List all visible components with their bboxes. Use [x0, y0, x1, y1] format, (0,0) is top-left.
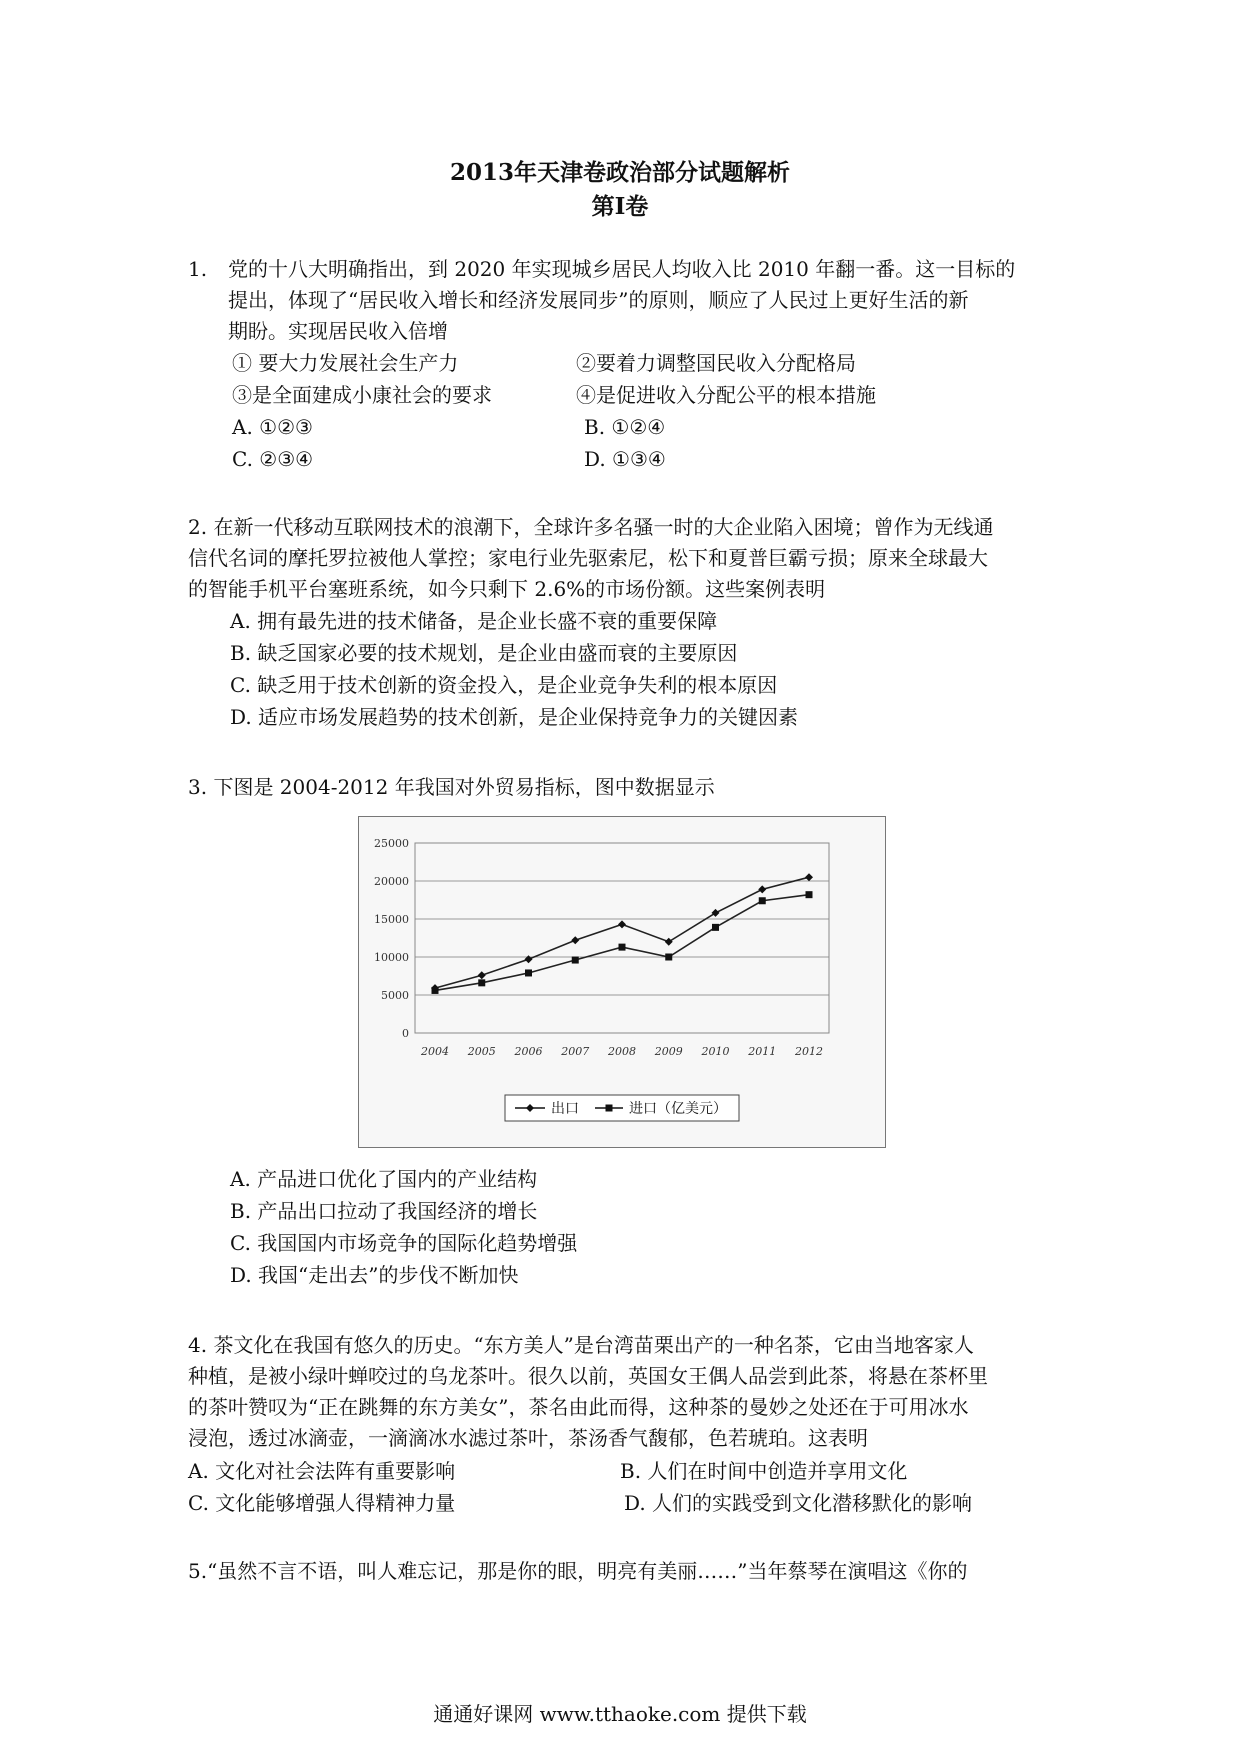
import-point	[432, 987, 439, 994]
export-point	[758, 885, 766, 893]
q1-line-1: 党的十八大明确指出，到 2020 年实现城乡居民人均收入比 2010 年翻一番。这一目标的	[228, 257, 1016, 281]
export-point	[525, 955, 533, 963]
q4-option-c: C. 文化能够增强人得精神力量	[188, 1491, 456, 1515]
import-point	[806, 891, 813, 898]
chart-svg	[359, 817, 885, 1147]
q4-line-3: 的茶叶赞叹为“正在跳舞的东方美女”，茶名由此而得，这种茶的曼妙之处还在于可用冰水	[188, 1395, 969, 1419]
chart-series	[431, 873, 813, 994]
import-point	[712, 924, 719, 931]
y-tick-label: 5000	[381, 989, 409, 1002]
q2-option-a: A. 拥有最先进的技术储备，是企业长盛不衰的重要保障	[230, 609, 718, 633]
chart-legend	[505, 1095, 739, 1121]
x-tick-label: 2006	[514, 1045, 543, 1058]
legend-import-marker	[606, 1105, 613, 1112]
import-point	[478, 979, 485, 986]
export-point	[712, 909, 720, 917]
x-tick-label: 2004	[421, 1045, 449, 1058]
trade-line-chart	[358, 816, 886, 1148]
q4-line-1: 4. 茶文化在我国有悠久的历史。“东方美人”是台湾苗栗出产的一种名茶，它由当地客家人	[188, 1333, 974, 1357]
q4-option-d: D. 人们的实践受到文化潜移默化的影响	[624, 1491, 973, 1515]
y-tick-label: 10000	[374, 951, 409, 964]
import-point	[619, 944, 626, 951]
q2-line-2: 信代名词的摩托罗拉被他人掌控；家电行业先驱索尼，松下和夏普巨霸亏损；原来全球最大	[188, 546, 988, 570]
export-point	[571, 936, 579, 944]
q1-item-4: ④是促进收入分配公平的根本措施	[576, 383, 876, 407]
x-tick-label: 2012	[795, 1045, 823, 1058]
x-tick-label: 2009	[654, 1045, 683, 1058]
y-tick-label: 0	[402, 1027, 409, 1040]
q4-option-b: B. 人们在时间中创造并享用文化	[620, 1459, 908, 1483]
q2-option-d: D. 适应市场发展趋势的技术创新，是企业保持竞争力的关键因素	[230, 705, 799, 729]
q2-line-3: 的智能手机平台塞班系统，如今只剩下 2.6%的市场份额。这些案例表明	[188, 577, 826, 601]
q4-line-2: 种植，是被小绿叶蝉咬过的乌龙茶叶。很久以前，英国女王偶人品尝到此茶，将悬在茶杯里	[188, 1364, 988, 1388]
q1-item-3: ③是全面建成小康社会的要求	[232, 383, 492, 407]
q2-line-1: 2. 在新一代移动互联网技术的浪潮下，全球许多名骚一时的大企业陷入困境；曾作为无线通	[188, 515, 994, 539]
q1-option-d: D. ①③④	[584, 447, 666, 471]
plot-area	[415, 843, 829, 1033]
q3-option-c: C. 我国国内市场竞争的国际化趋势增强	[230, 1231, 578, 1255]
q3-option-b: B. 产品出口拉动了我国经济的增长	[230, 1199, 538, 1223]
q1-line-3: 期盼。实现居民收入倍增	[228, 319, 448, 343]
y-tick-label: 20000	[374, 875, 409, 888]
y-tick-label: 25000	[374, 837, 409, 850]
legend-import-label: 进口（亿美元）	[629, 1101, 727, 1117]
q1-item-1: ① 要大力发展社会生产力	[232, 351, 459, 375]
export-point	[618, 920, 626, 928]
chart-grid	[415, 843, 829, 995]
x-tick-label: 2011	[748, 1045, 777, 1058]
q1-line-2: 提出，体现了“居民收入增长和经济发展同步”的原则，顺应了人民过上更好生活的新	[228, 288, 969, 312]
q3-option-d: D. 我国“走出去”的步伐不断加快	[230, 1263, 519, 1287]
q4-line-4: 浸泡，透过冰滴壶，一滴滴冰水滤过茶叶，茶汤香气馥郁，色若琥珀。这表明	[188, 1426, 868, 1450]
y-tick-label: 15000	[374, 913, 409, 926]
q1-option-a: A. ①②③	[232, 415, 313, 439]
q3-stem: 3. 下图是 2004-2012 年我国对外贸易指标，图中数据显示	[188, 775, 715, 799]
q1-number: 1.	[188, 257, 208, 281]
q2-option-b: B. 缺乏国家必要的技术规划，是企业由盛而衰的主要原因	[230, 641, 738, 665]
chart-axes	[374, 837, 829, 1058]
q4-option-a: A. 文化对社会法阵有重要影响	[188, 1459, 456, 1483]
section-title: 第Ⅰ卷	[591, 193, 649, 220]
import-point	[572, 957, 579, 964]
x-tick-label: 2005	[467, 1045, 496, 1058]
q1-item-2: ②要着力调整国民收入分配格局	[576, 351, 856, 375]
export-point	[478, 971, 486, 979]
legend-export-label: 出口	[551, 1101, 579, 1117]
x-tick-label: 2008	[608, 1045, 636, 1058]
page-title: 2013年天津卷政治部分试题解析	[449, 159, 790, 186]
q2-option-c: C. 缺乏用于技术创新的资金投入，是企业竞争失利的根本原因	[230, 673, 778, 697]
import-point	[759, 897, 766, 904]
import-point	[525, 969, 532, 976]
export-point	[805, 873, 813, 881]
q5-line-1: 5.“虽然不言不语，叫人难忘记，那是你的眼，明亮有美丽……”当年蔡琴在演唱这《你的	[188, 1559, 968, 1583]
series-line-export	[435, 877, 809, 988]
import-point	[665, 954, 672, 961]
x-tick-label: 2010	[701, 1045, 730, 1058]
x-tick-label: 2007	[561, 1045, 590, 1058]
export-point	[665, 938, 673, 946]
page-footer: 通通好课网 www.tthaoke.com 提供下载	[433, 1702, 807, 1726]
q1-option-b: B. ①②④	[584, 415, 666, 439]
q3-option-a: A. 产品进口优化了国内的产业结构	[230, 1167, 538, 1191]
q1-option-c: C. ②③④	[232, 447, 314, 471]
series-line-import	[435, 895, 809, 991]
